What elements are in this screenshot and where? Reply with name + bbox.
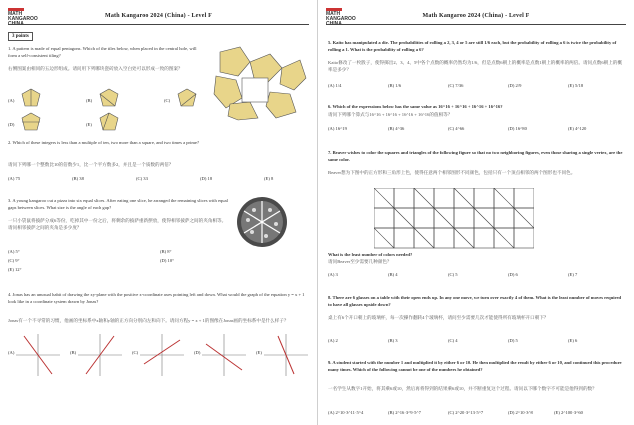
q1-option-b[interactable]: (B) [86,98,93,103]
q3-option-d[interactable]: (D) 10° [160,258,174,263]
q5-option-a[interactable]: (A) 1/4 [328,83,342,88]
q2-option-c[interactable]: (C) 33 [136,176,148,181]
right-page [318,0,634,425]
q1-tile-a[interactable] [20,88,42,108]
q7-question: What is the least number of colors needed? [328,252,413,257]
logo: MATH KANGAROO CHINA [326,8,366,27]
q4-option-e[interactable]: (E) [256,350,262,355]
q7-option-a[interactable]: (A) 3 [328,272,338,277]
grid-diagonal [494,228,514,248]
q3-option-c[interactable]: (C) 9° [8,258,20,263]
q4-graph-c[interactable] [140,334,184,376]
q5-option-b[interactable]: (B) 1/6 [388,83,402,88]
q8-option-c[interactable]: (C) 4 [448,338,458,343]
q5-text-zh: Kaito修改了一枚骰子，使得掷出2、3、4、5中各个点数的概率仍然均为1/6，但是点数6朝上的概率是点数1朝上的概率的两倍。请问点数6朝上的概率是多少？ [328,60,623,72]
q5-text: 5. Kaito has manipulated a die. The probabilities of rolling a 2, 3, 4 or 5 are still 1/6 each, but the probability of rolling a 6 is twice the probability of rolling a 1. What is the probability of rolling a 6? [328,40,617,52]
grid-diagonal [414,188,434,208]
grid-square [514,228,534,248]
q6-text: 6. Which of the expressions below has the same value as 16^16 + 16^16 + 16^16 + 16^16? [328,104,503,109]
q6-text-zh: 请问下列哪个算式与16^16 + 16^16 + 16^16 + 16^16的值相等？ [328,112,453,117]
q6-option-c[interactable]: (C) 4^66 [448,126,465,131]
q2-option-a[interactable]: (A) 75 [8,176,21,181]
q1-option-c[interactable]: (C) [164,98,171,103]
right-header [318,6,634,36]
q1-tile-e[interactable] [98,112,120,132]
beaver-grid-figure [374,188,534,250]
q3-text-zh: 一只小袋鼠将披萨分成6等份，吃掉其中一份之后，将剩余的披萨重新摆放，使得相邻披萨之间的夹角相等。请问相邻披萨之间的夹角是多少度？ [8,218,227,230]
grid-square [434,188,454,208]
q2-option-e[interactable]: (E) 8 [264,176,274,181]
q6-option-a[interactable]: (A) 16^19 [328,126,347,131]
q4-graph-e[interactable] [264,334,308,376]
q7-text-zh: Beaver想为下图中的正方形和三角形上色，使得任意两个相邻图形不同颜色，包括只有一个顶点相邻的两个图形也不同色。 [328,170,576,175]
grid-square [374,208,394,228]
page-title: Math Kangaroo 2024 (China) - Level F [422,13,530,19]
q5-option-e[interactable]: (E) 5/18 [568,83,584,88]
q4-option-d[interactable]: (D) [194,350,201,355]
q4-option-a[interactable]: (A) [8,350,15,355]
grid-square [514,188,534,208]
q7-text: 7. Beaver wishes to color the squares and triangles of the following figure so that no two neighboring figures, even those sharing a single vertex, are the same color. [328,150,623,162]
q7-option-c[interactable]: (C) 5 [448,272,458,277]
grid-square [414,208,434,228]
q9-option-b[interactable]: (B) 2^16·3^9·5^7 [388,410,421,415]
q1-tile-b[interactable] [98,88,120,108]
q6-option-e[interactable]: (E) 4^120 [568,126,587,131]
q2-option-b[interactable]: (B) 38 [72,176,84,181]
q9-option-e[interactable]: (E) 2^100·3^60 [554,410,583,415]
grid-square [474,228,494,248]
grid-square [394,228,414,248]
logo: MATH KANGAROO CHINA [8,8,48,27]
q9-text: 9. A student started with the number 1 and multiplied it by either 6 or 10. He then multiplied the result by either 6 or 10, and continued this procedure many times. Which of the following cannot be one of the numbers he obtained? [328,360,622,372]
q8-text-zh: 桌上有6个开口朝上的玻璃杯，每一次操作翻转4个玻璃杯，请问至少需要几次才能使得所有玻璃杯开口朝下？ [328,315,549,320]
q4-graph-d[interactable] [202,334,246,376]
q9-option-c[interactable]: (C) 2^20·3^13·5^7 [448,410,484,415]
grid-diagonal [494,188,514,208]
grid-diagonal [374,188,394,208]
q9-text-zh: 一名学生从数字1开始，将其乘6或10，然后再将得到的结果乘6或10，并不断重复这个过程。请问以下哪个数字不可能是他得到的数？ [328,386,597,391]
left-header [0,6,317,36]
q8-option-d[interactable]: (D) 5 [508,338,518,343]
q5-option-d[interactable]: (D) 2/9 [508,83,522,88]
q6-option-d[interactable]: (D) 16^80 [508,126,527,131]
grid-diagonal [454,228,474,248]
grid-diagonal [374,228,394,248]
q9-option-a[interactable]: (A) 2^10·3^11·5^4 [328,410,364,415]
q3-option-a[interactable]: (A) 5° [8,249,20,254]
q1-tile-d[interactable] [20,112,42,132]
grid-square [434,228,454,248]
q1-option-e[interactable]: (E) [86,122,92,127]
grid-diagonal [394,208,414,228]
q1-tile-c[interactable] [176,88,198,108]
q9-option-d[interactable]: (D) 2^10·3^8 [508,410,533,415]
q2-text: 2. Which of these integers is less than a multiple of ten, two more than a square, and two times a prime? [8,140,200,145]
q2-text-zh: 请问下列哪一个整数比10的倍数少1，比一个平方数多2，并且是一个质数的两倍？ [8,162,174,167]
grid-square [494,208,514,228]
q8-option-b[interactable]: (B) 3 [388,338,398,343]
q4-graph-a[interactable] [16,334,60,376]
q8-option-a[interactable]: (A) 2 [328,338,338,343]
q3-text: 3. A young kangaroo cut a pizza into six equal slices. After eating one slice, he arranged the remaining slices with equal gaps between slices. What size is the angle of each gap? [8,198,228,210]
section-label: 3 points [8,32,33,41]
q8-option-e[interactable]: (E) 6 [568,338,578,343]
q4-text-zh: Jonas有一个不寻常的习惯，他画的坐标系中x轴和y轴的正方向分别向左和向下。请问方程y = x + 1的图像在Jonas画的坐标系中是什么样子？ [8,318,289,323]
q6-option-b[interactable]: (B) 4^36 [388,126,405,131]
q8-text: 8. There are 6 glasses on a table with their open ends up. In any one move, we turn over exactly 4 of them. What is the least number of moves required to have all glasses upside down? [328,295,622,307]
q7-question-zh: 请问Beaver至少需要几种颜色？ [328,259,392,264]
q2-option-d[interactable]: (D) 18 [200,176,213,181]
q4-text: 4. Jonas has an unusual habit of drawing the xy-plane with the positive x-coordinate axes pointing left and down. What would the graph of the equation y = x + 1 look like in a coordinate system drawn by Jonas? [8,292,305,304]
grid-diagonal [514,208,534,228]
pizza-image [236,196,288,248]
grid-diagonal [474,208,494,228]
q7-option-e[interactable]: (E) 7 [568,272,578,277]
q1-option-a[interactable]: (A) [8,98,15,103]
q1-option-d[interactable]: (D) [8,122,15,127]
pentagon-tiling [210,42,310,122]
q7-option-b[interactable]: (B) 4 [388,272,398,277]
q3-option-e[interactable]: (E) 12° [8,267,22,272]
q4-option-c[interactable]: (C) [132,350,139,355]
grid-square [474,188,494,208]
grid-square [454,208,474,228]
grid-diagonal [434,208,454,228]
grid-diagonal [414,228,434,248]
q7-option-d[interactable]: (D) 6 [508,272,518,277]
page-title: Math Kangaroo 2024 (China) - Level F [104,13,213,19]
q1-text: 1. A pattern is made of equal pentagons. Which of the tiles below, when placed in the central hole, will form a self-consistent tiling? [8,46,197,58]
q4-option-b[interactable]: (B) [70,350,77,355]
q1-text-zh: 右侧图案由相同的五边形组成。请问用下列哪块瓷砖放入空白处可以形成一致的图案？ [8,66,183,71]
grid-diagonal [454,188,474,208]
q3-option-b[interactable]: (B) 8° [160,249,172,254]
grid-square [394,188,414,208]
q5-option-c[interactable]: (C) 7/36 [448,83,464,88]
q4-graph-b[interactable] [78,334,122,376]
